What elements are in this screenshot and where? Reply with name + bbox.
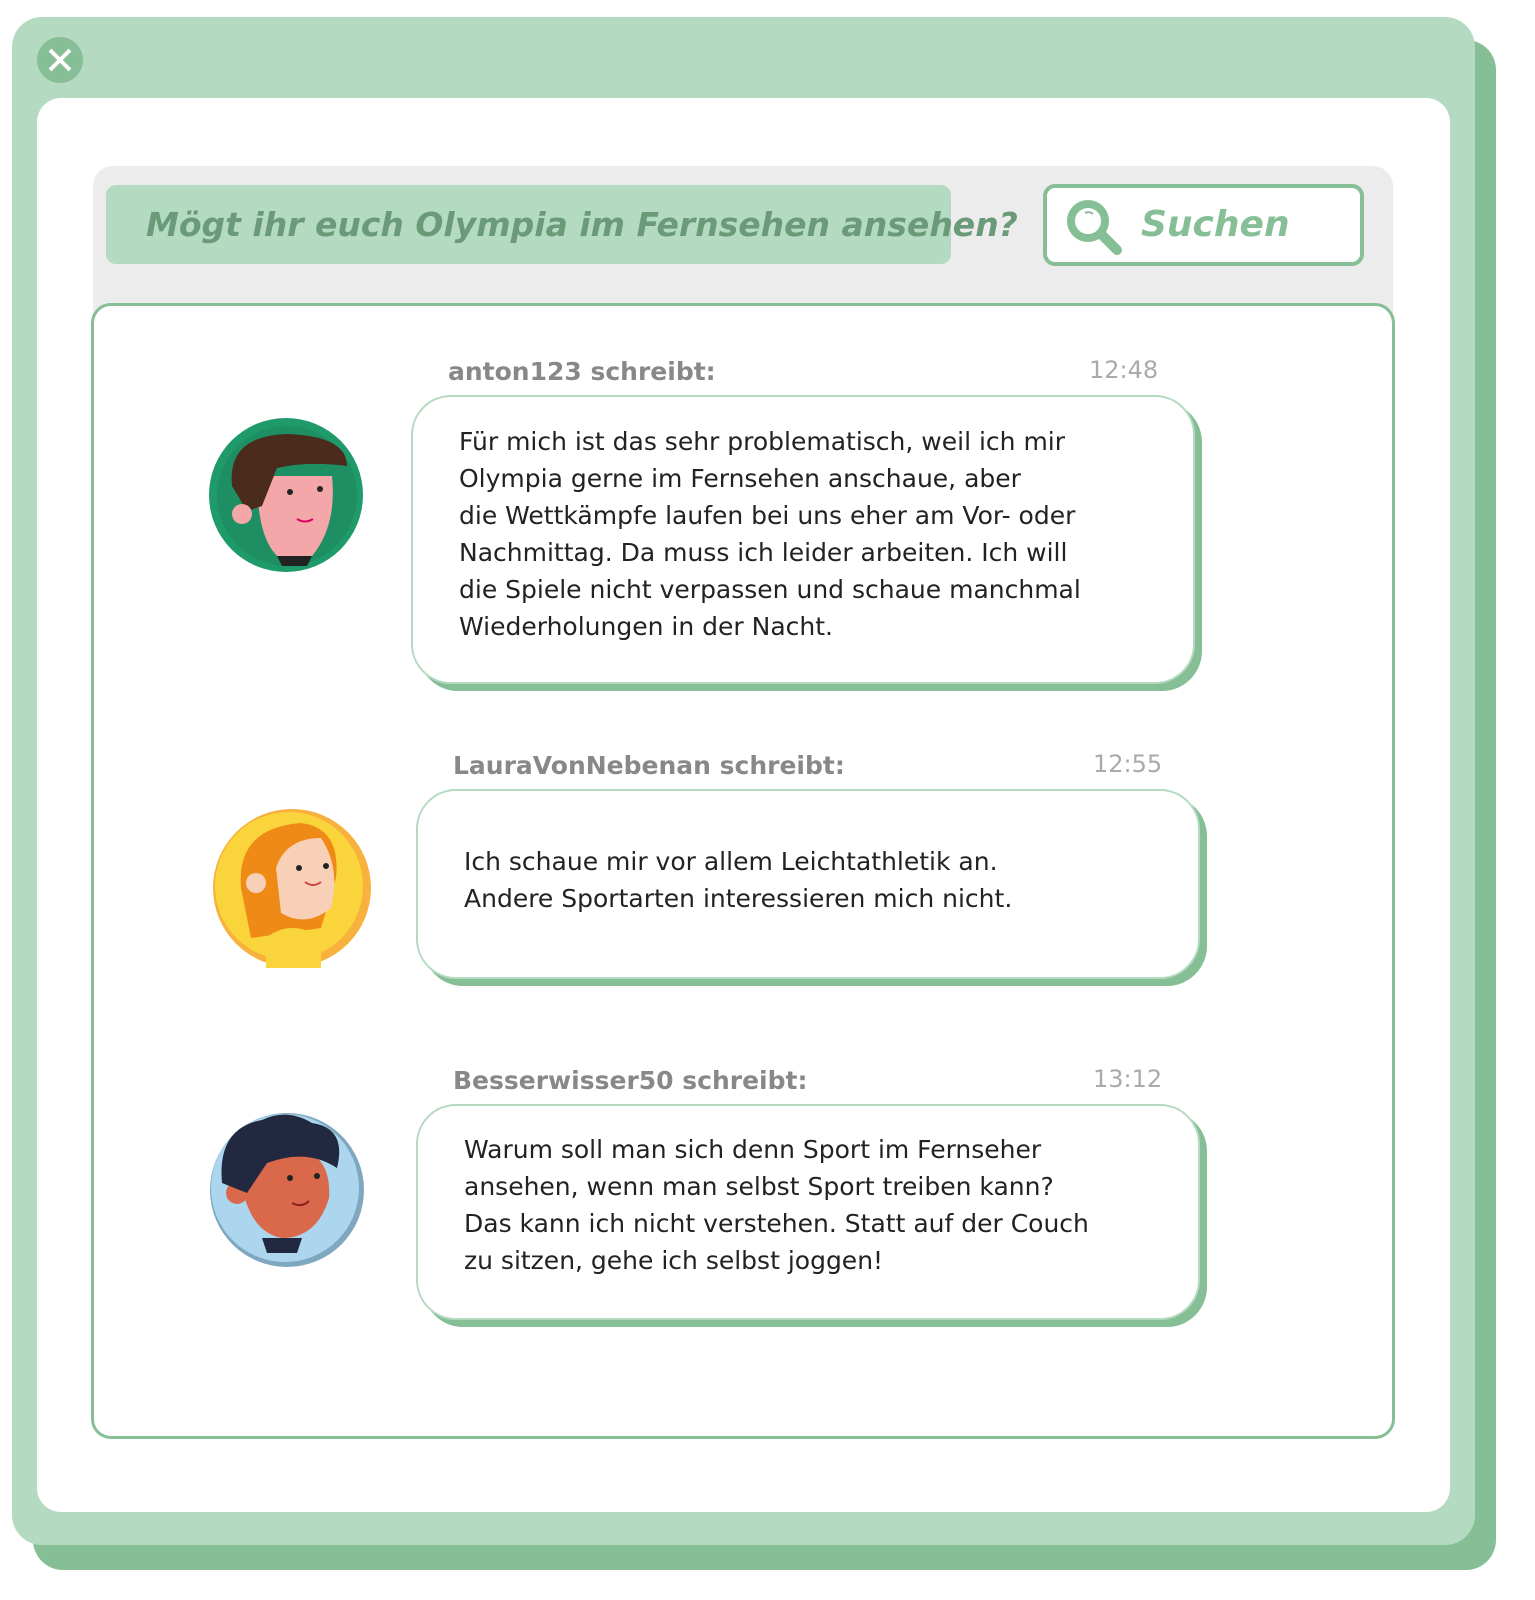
question-field[interactable]: Mögt ihr euch Olympia im Fernsehen ansehen?	[106, 185, 951, 264]
message-bubble: Warum soll man sich denn Sport im Fernseher ansehen, wenn man selbst Sport treiben kann? Das kann ich nicht verstehen. Statt auf der Couch zu sitzen, gehe ich selbst joggen!	[416, 1104, 1200, 1320]
message-time: 12:55	[1093, 750, 1163, 778]
search-button[interactable]	[1043, 184, 1364, 266]
message-bubble: Ich schaue mir vor allem Leichtathletik an. Andere Sportarten interessieren mich nicht.	[416, 789, 1200, 979]
close-icon	[37, 37, 83, 83]
message-bubble: Für mich ist das sehr problematisch, weil ich mir Olympia gerne im Fernsehen anschaue, aber die Wettkämpfe laufen bei uns eher am Vor- oder Nachmittag. Da muss ich leider arbeiten. Ich will die Spiele nicht verpassen und schaue manchmal Wiederholungen in der Nacht.	[411, 395, 1195, 684]
avatar-laura	[211, 808, 373, 968]
message-time: 12:48	[1089, 356, 1159, 384]
message-time: 13:12	[1093, 1065, 1163, 1093]
search-icon	[1063, 196, 1127, 260]
message-author: anton123 schreibt:	[448, 357, 716, 386]
close-button[interactable]	[37, 37, 83, 83]
avatar-besserwisser	[207, 1108, 367, 1268]
message-author: LauraVonNebenan schreibt:	[453, 751, 845, 780]
search-button-label: Suchen	[1141, 204, 1290, 245]
avatar-anton	[207, 416, 365, 574]
message-author: Besserwisser50 schreibt:	[453, 1066, 808, 1095]
